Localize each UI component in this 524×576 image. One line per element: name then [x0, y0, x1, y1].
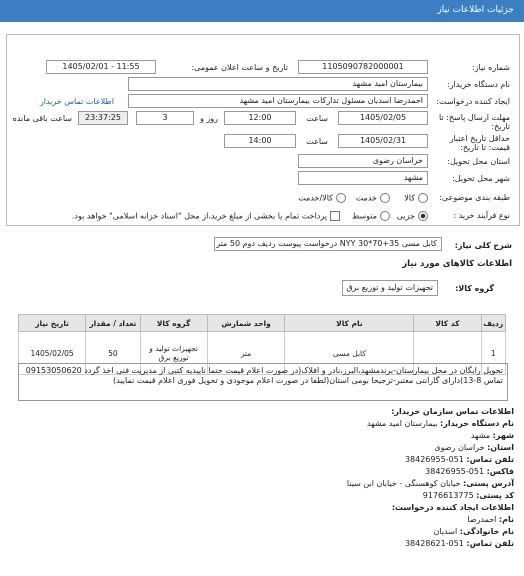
contact-block: [14, 406, 514, 550]
buyer-contact-link[interactable]: اطلاعات تماس خریدار: [39, 97, 114, 106]
announce-field: 1405/02/01 - 11:55: [46, 60, 156, 74]
summary-label: شرح کلی نیاز:: [454, 241, 512, 250]
contact-line: فاکس: 051-38426955: [425, 467, 514, 476]
radio-icon: [336, 193, 346, 203]
category-radio-goods[interactable]: کالا: [404, 193, 428, 203]
reply-time-field: 12:00: [224, 111, 296, 125]
cell-group: تجهیزات تولید و توزیع برق: [140, 332, 207, 375]
province-field: خراسان رضوی: [298, 154, 428, 168]
buyer-field: بیمارستان امید مشهد: [128, 77, 428, 91]
validity-time-field: 14:00: [224, 134, 296, 148]
treasury-payment-checkbox[interactable]: پرداخت تمام یا بخشی از مبلغ خرید،از محل "اسناد خزانه اسلامی" خواهد بود.: [72, 211, 340, 221]
contact-line: استان: خراسان رضوی: [434, 443, 514, 452]
category-radio-service[interactable]: خدمت: [356, 193, 390, 203]
table-header-row: [19, 315, 506, 332]
contact-line: کد پستی: 9176613775: [422, 491, 514, 500]
city-field: مشهد: [298, 171, 428, 185]
days-field: 3: [136, 111, 194, 125]
contact-line: نام دستگاه خریدار: بیمارستان امید مشهد: [366, 419, 514, 428]
goods-section-title: اطلاعات کالاهای مورد نیاز: [402, 259, 512, 269]
validity-label: حداقل تاریخ اعتبار قیمت: تا تاریخ:: [449, 134, 510, 152]
contact-line: نام خانوادگی: اسدیان: [433, 527, 514, 536]
process-radio-minor[interactable]: جزیی: [397, 211, 428, 221]
contact-line: نام: احمدرضا: [467, 515, 514, 524]
checkbox-icon: [330, 211, 340, 221]
buyer-note: تحویل رایگان در محل بیمارستان-برندمشهد،البرز،نادر و افلاک(در صورت اعلام قیمت حتما تاییدیه کتبی از مدیریت فنی اخذ گردد 09153050620 تماس 8-13)دارای گارانتی معتبر-ترجیحا بومی استان(لطفا در صورت اعلام موجودی و تحویل فوری اعلام قیمت نمایید): [18, 363, 508, 401]
col-unit: واحد شمارش: [207, 315, 285, 332]
col-group: گروه کالا: [140, 315, 207, 332]
contact-title: اطلاعات تماس سازمان خریدار:: [391, 407, 514, 416]
creator-label: ایجاد کننده درخواست:: [436, 97, 510, 106]
radio-icon: [380, 193, 390, 203]
remaining-time-field: 23:37:25: [78, 111, 128, 125]
need-number-field: 1105090782000001: [298, 60, 428, 74]
col-name: نام کالا: [285, 315, 414, 332]
category-label: طبقه بندی موضوعی:: [439, 193, 510, 202]
radio-selected-icon: [418, 211, 428, 221]
col-row: ردیف: [481, 315, 506, 332]
reply-time-label: ساعت: [306, 114, 328, 123]
summary-field: کابل مسی 35+70*30 NYY درخواست پیوست ردیف دوم 50 متر: [214, 237, 442, 251]
col-quantity: تعداد / مقدار: [86, 315, 140, 332]
buyer-label: نام دستگاه خریدار:: [447, 80, 510, 89]
cell-date: 1405/02/05: [19, 332, 86, 375]
contact-line: تلفن تماس: 051-38426955: [404, 455, 514, 464]
creator-section-title: اطلاعات ایجاد کننده درخواست:: [391, 503, 514, 512]
reply-date-field: 1405/02/05: [338, 111, 428, 125]
cell-quantity: 50: [86, 332, 140, 375]
radio-icon: [418, 193, 428, 203]
col-date: تاریخ نیاز: [19, 315, 86, 332]
cell-name: کابل مسی: [285, 332, 414, 375]
process-label: نوع فرآیند خرید :: [453, 211, 510, 220]
need-number-label: شماره نیاز:: [472, 63, 510, 72]
page-title: جزئیات اطلاعات نیاز: [437, 5, 514, 15]
contact-line: شهر: مشهد: [470, 431, 514, 440]
province-label: استان محل تحویل:: [447, 157, 510, 166]
contact-line: تلفن تماس: 051-38428621: [404, 539, 514, 548]
city-label: شهر محل تحویل:: [452, 174, 510, 183]
cell-unit: متر: [207, 332, 285, 375]
goods-group-field: تجهیزات تولید و توزیع برق: [342, 280, 438, 296]
creator-field: احمدرضا اسدیان مسئول تدارکات بیمارستان امید مشهد: [128, 94, 428, 108]
header-bar: [0, 0, 524, 22]
reply-deadline-label: مهلت ارسال پاسخ: تا تاریخ:: [438, 113, 510, 131]
announce-label: تاریخ و ساعت اعلان عمومی:: [191, 63, 288, 72]
contact-line: آدرس پستی: خیابان کوهسنگی - خیابان ابن سینا: [346, 479, 514, 488]
radio-icon: [380, 211, 390, 221]
validity-time-label: ساعت: [306, 137, 328, 146]
col-code: کد کالا: [414, 315, 481, 332]
remaining-label: ساعت باقی مانده: [12, 114, 72, 123]
validity-date-field: 1405/02/31: [338, 134, 428, 148]
day-and-label: روز و: [200, 114, 218, 123]
cell-row: 1: [481, 332, 506, 375]
goods-group-label: گروه کالا:: [455, 284, 494, 293]
process-radio-medium[interactable]: متوسط: [352, 211, 390, 221]
category-radio-both[interactable]: کالا/خدمت: [298, 193, 346, 203]
